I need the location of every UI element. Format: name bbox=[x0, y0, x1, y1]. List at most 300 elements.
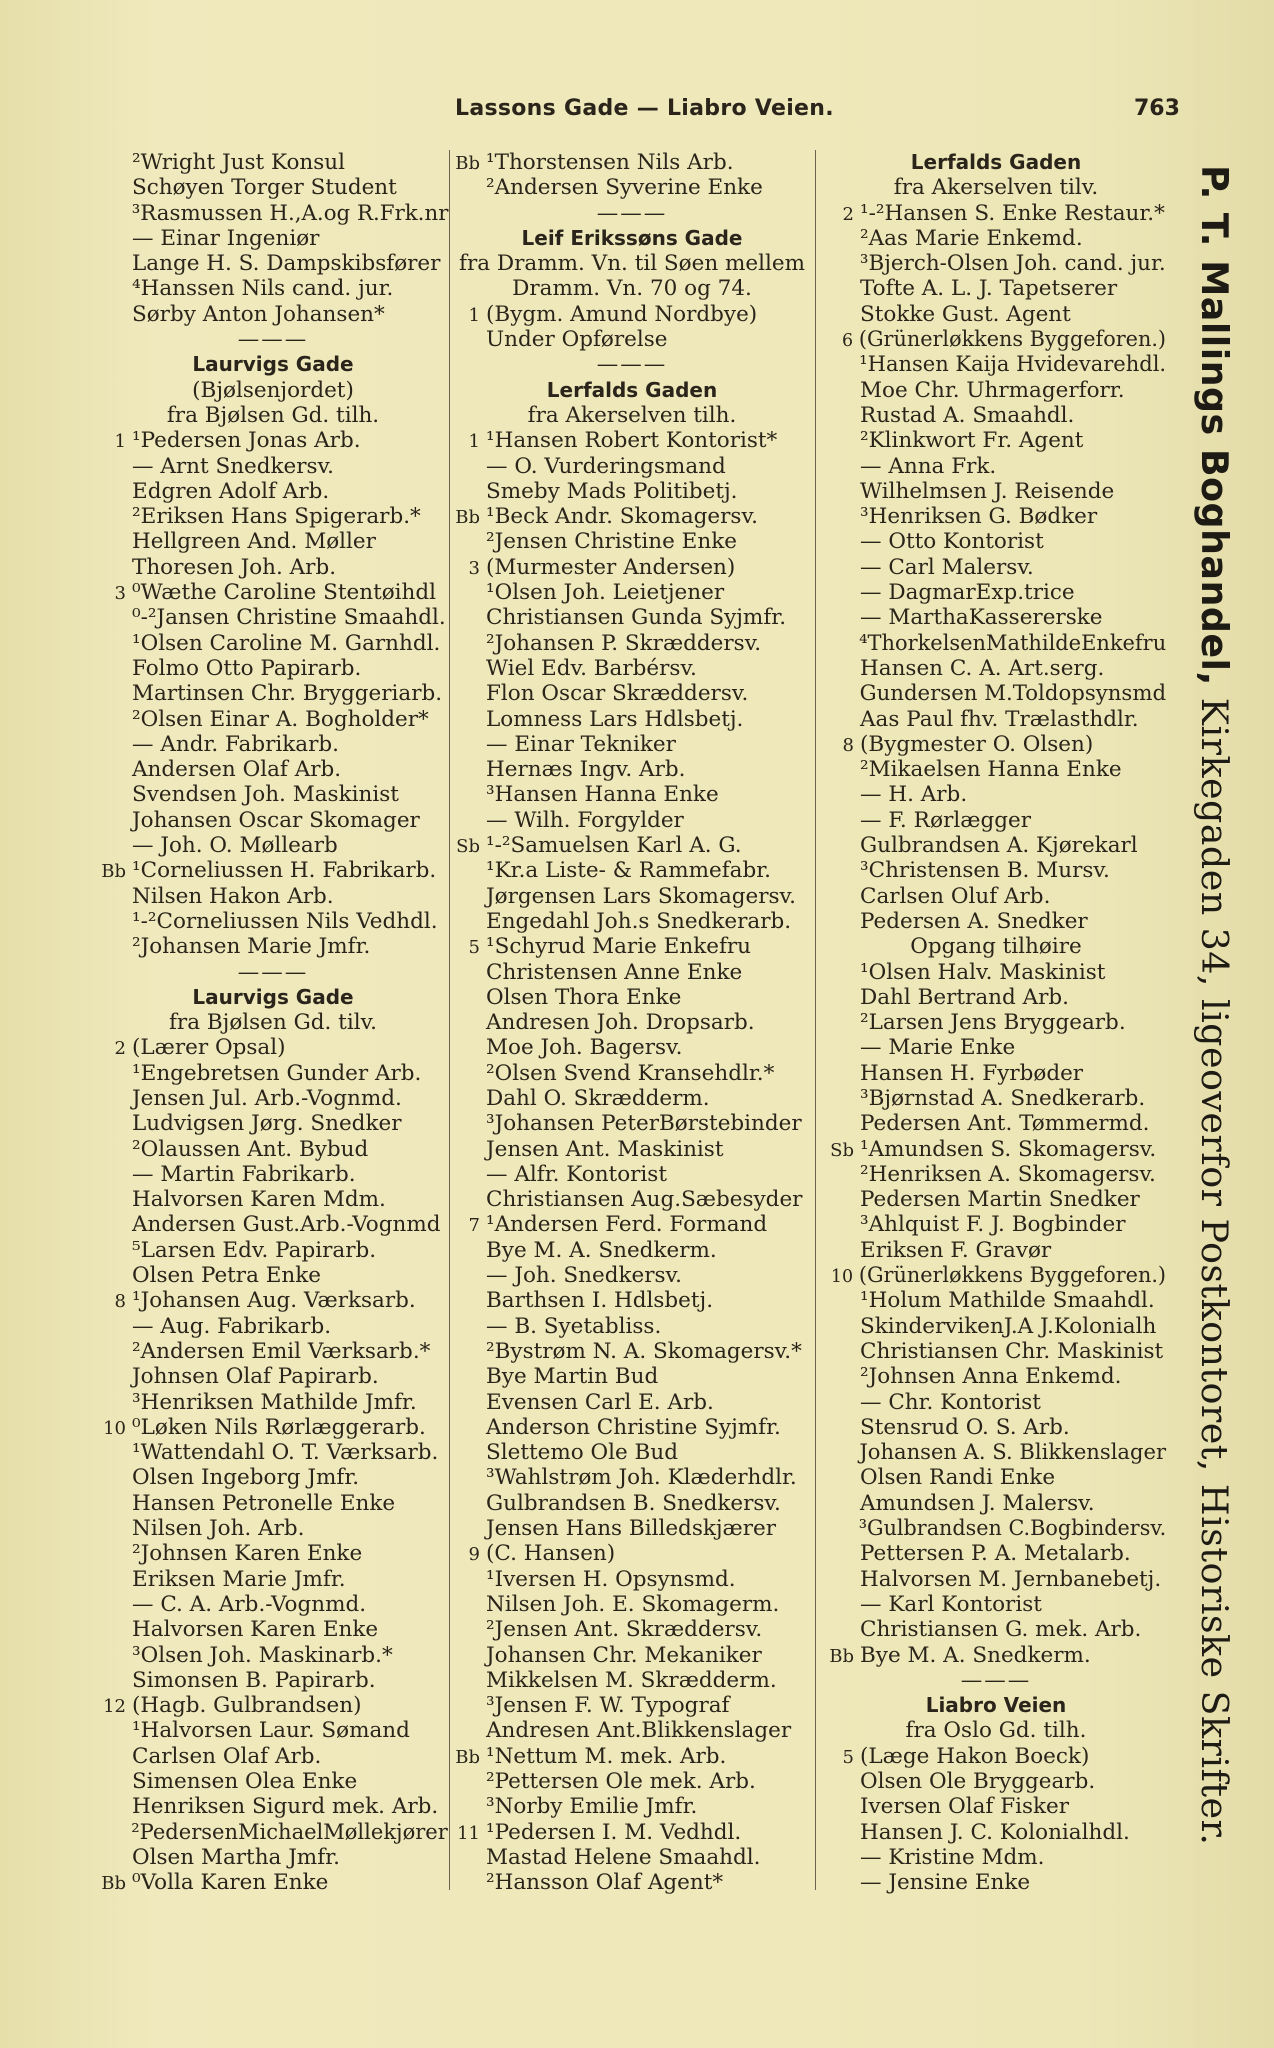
entry-text: Folmo Otto Papirarb. bbox=[132, 655, 362, 681]
directory-entry bbox=[98, 1718, 448, 1743]
section-separator: ——— bbox=[960, 1667, 1032, 1693]
entry-text: ³Olsen Joh. Maskinarb.* bbox=[132, 1642, 393, 1668]
entry-text: Johansen Chr. Mekaniker bbox=[486, 1642, 762, 1668]
entry-text: Olsen Thora Enke bbox=[486, 984, 682, 1010]
directory-entry bbox=[826, 1314, 1166, 1339]
directory-entry bbox=[826, 707, 1166, 732]
entry-text: Jensen Hans Billedskjærer bbox=[486, 1516, 777, 1542]
directory-entry bbox=[98, 1440, 448, 1465]
street-subheading: fra Akerselven tilh. bbox=[527, 402, 737, 428]
directory-entry bbox=[98, 1465, 448, 1490]
directory-entry bbox=[452, 1769, 812, 1794]
column-divider bbox=[815, 150, 816, 1890]
directory-entry bbox=[826, 327, 1167, 353]
directory-entry bbox=[452, 1162, 812, 1187]
entry-text: ²Andersen Emil Værksarb.* bbox=[132, 1338, 431, 1364]
directory-entry bbox=[98, 150, 448, 175]
directory-entry bbox=[452, 327, 812, 352]
entry-text: Bye M. A. Snedkerm. bbox=[486, 1237, 717, 1263]
directory-entry bbox=[826, 352, 1167, 378]
directory-entry bbox=[826, 1516, 1167, 1542]
entry-text: Anderson Christine Syjmfr. bbox=[486, 1414, 781, 1440]
directory-entry bbox=[826, 479, 1166, 504]
directory-entry bbox=[452, 808, 812, 833]
directory-entry bbox=[98, 428, 448, 453]
house-number: 1 bbox=[114, 431, 126, 453]
directory-entry bbox=[452, 1617, 812, 1642]
directory-entry bbox=[98, 1516, 448, 1541]
directory-entry bbox=[98, 707, 448, 732]
entry-text: ⁰-²Jansen Christine Smaahdl. bbox=[132, 605, 446, 631]
directory-entry bbox=[826, 732, 1166, 757]
entry-text: ³Henriksen Mathilde Jmfr. bbox=[132, 1389, 417, 1415]
directory-entry bbox=[452, 504, 812, 529]
entry-text: — Aug. Fabrikarb. bbox=[132, 1313, 332, 1339]
entry-text: Eriksen Marie Jmfr. bbox=[132, 1566, 346, 1592]
directory-entry bbox=[98, 1364, 448, 1389]
directory-entry bbox=[98, 251, 448, 276]
directory-entry bbox=[826, 1137, 1166, 1162]
directory-entry bbox=[826, 1390, 1166, 1415]
side-advertisement-name: P. T. Mallings Boghandel, bbox=[1193, 165, 1235, 686]
entry-text: ¹Thorstensen Nils Arb. bbox=[486, 150, 734, 175]
directory-entry bbox=[826, 1238, 1166, 1263]
entry-text: Sørby Anton Johansen* bbox=[132, 301, 385, 327]
directory-entry bbox=[452, 479, 812, 504]
entry-text: Flon Oscar Skræddersv. bbox=[486, 681, 749, 707]
directory-entry bbox=[826, 1212, 1166, 1237]
entry-text: Ludvigsen Jørg. Snedker bbox=[132, 1111, 402, 1137]
entry-text: — Kristine Mdm. bbox=[860, 1844, 1045, 1870]
entry-text: ¹Pedersen Jonas Arb. bbox=[132, 428, 361, 454]
directory-entry bbox=[826, 1086, 1166, 1111]
entry-text: (Grünerløkkens Byggeforen.) bbox=[858, 327, 1167, 353]
directory-entry bbox=[826, 630, 1167, 656]
directory-entry bbox=[826, 504, 1166, 529]
directory-entry bbox=[452, 707, 812, 732]
directory-entry bbox=[98, 200, 449, 226]
entry-text: ¹Kr.a Liste- & Rammefabr. bbox=[486, 858, 771, 884]
entry-text: Under Opførelse bbox=[486, 327, 668, 353]
directory-entry bbox=[98, 1339, 448, 1364]
house-number: 8 bbox=[842, 734, 854, 756]
entry-text: Aas Paul fhv. Trælasthdlr. bbox=[860, 706, 1139, 732]
directory-entry bbox=[98, 1288, 448, 1313]
entry-text: — H. Arb. bbox=[860, 782, 968, 808]
street-subheading: fra Oslo Gd. tilh. bbox=[905, 1718, 1087, 1744]
directory-entry bbox=[452, 656, 812, 681]
entry-text: Edgren Adolf Arb. bbox=[132, 478, 330, 504]
street-heading: Leif Erikssøns Gade bbox=[521, 225, 743, 250]
entry-text: Nilsen Joh. Arb. bbox=[132, 1516, 305, 1542]
directory-entry bbox=[98, 1415, 448, 1440]
directory-entry bbox=[452, 454, 812, 479]
house-number: Bb bbox=[101, 1873, 126, 1895]
directory-entry bbox=[452, 1820, 812, 1845]
entry-text: ²Larsen Jens Bryggearb. bbox=[860, 1010, 1126, 1036]
directory-entry bbox=[452, 1870, 812, 1895]
entry-text: ³Wahlstrøm Joh. Klæderhdlr. bbox=[486, 1465, 797, 1491]
entry-text: ²Andersen Syverine Enke bbox=[486, 175, 763, 201]
entry-text: Olsen Randi Enke bbox=[860, 1465, 1056, 1491]
entry-text: — Einar Ingeniør bbox=[132, 225, 320, 251]
entry-text: Andersen Olaf Arb. bbox=[132, 757, 342, 783]
house-number: 9 bbox=[468, 1544, 480, 1566]
section-separator: ——— bbox=[596, 352, 668, 378]
directory-entry bbox=[98, 1162, 448, 1187]
entry-text: Lomness Lars Hdlsbetj. bbox=[486, 706, 744, 732]
directory-entry bbox=[826, 529, 1166, 554]
entry-text: Dahl O. Skrædderm. bbox=[486, 1085, 710, 1111]
directory-entry bbox=[98, 529, 448, 554]
directory-entry bbox=[826, 302, 1166, 327]
directory-entry bbox=[826, 884, 1166, 909]
entry-text: ²Wright Just Konsul bbox=[132, 150, 345, 175]
directory-entry bbox=[826, 1339, 1166, 1364]
directory-entry bbox=[452, 960, 812, 985]
entry-text: Simensen Olea Enke bbox=[132, 1769, 358, 1794]
directory-entry bbox=[98, 175, 448, 200]
column-2 bbox=[452, 150, 812, 1895]
entry-text: Johnsen Olaf Papirarb. bbox=[132, 1364, 379, 1390]
entry-text: Olsen Martha Jmfr. bbox=[132, 1844, 340, 1870]
directory-entry bbox=[98, 1061, 448, 1086]
directory-entry bbox=[826, 1111, 1166, 1136]
entry-text: Johansen Oscar Skomager bbox=[132, 807, 420, 833]
entry-text: Svendsen Joh. Maskinist bbox=[132, 782, 399, 808]
directory-entry bbox=[98, 1794, 448, 1819]
entry-text: Jensen Jul. Arb.-Vognmd. bbox=[132, 1085, 402, 1111]
directory-entry bbox=[826, 1845, 1166, 1870]
house-number: 10 bbox=[103, 1417, 126, 1439]
entry-text: — Carl Malersv. bbox=[860, 554, 1034, 580]
entry-text: ¹Halvorsen Laur. Sømand bbox=[132, 1718, 410, 1744]
directory-entry bbox=[452, 1643, 812, 1668]
directory-entry bbox=[826, 1592, 1166, 1617]
directory-entry bbox=[452, 175, 812, 200]
entry-text: ²Klinkwort Fr. Agent bbox=[860, 428, 1084, 454]
house-number: Bb bbox=[101, 861, 126, 883]
directory-entry bbox=[452, 302, 812, 327]
entry-text: ²Johansen P. Skræddersv. bbox=[486, 630, 762, 656]
entry-text: Andersen Gust.Arb.-Vognmd bbox=[132, 1212, 441, 1238]
directory-entry bbox=[452, 580, 812, 605]
street-heading: Liabro Veien bbox=[925, 1693, 1067, 1718]
entry-text: Slettemo Ole Bud bbox=[486, 1440, 678, 1466]
directory-entry bbox=[826, 808, 1166, 833]
directory-entry bbox=[826, 605, 1166, 630]
entry-text: ²Eriksen Hans Spigerarb.* bbox=[132, 504, 421, 530]
directory-entry bbox=[98, 934, 448, 959]
entry-text: Gundersen M.Toldopsynsmd bbox=[859, 681, 1167, 707]
entry-text: ¹Olsen Halv. Maskinist bbox=[860, 959, 1106, 985]
entry-text: Andresen Joh. Dropsarb. bbox=[486, 1010, 755, 1036]
entry-text: (Bygm. Amund Nordbye) bbox=[486, 301, 758, 327]
directory-entry bbox=[452, 1035, 812, 1060]
directory-entry bbox=[452, 1187, 812, 1212]
street-subheading: fra Bjølsen Gd. tilh. bbox=[166, 402, 380, 428]
directory-entry bbox=[826, 1035, 1166, 1060]
directory-entry bbox=[452, 1516, 812, 1541]
entry-text: Olsen Ingeborg Jmfr. bbox=[132, 1465, 360, 1491]
entry-text: — Joh. O. Møllearb bbox=[132, 833, 338, 859]
house-number: 5 bbox=[842, 1746, 854, 1768]
directory-entry bbox=[452, 1238, 812, 1263]
directory-entry bbox=[452, 732, 812, 757]
directory-entry bbox=[452, 1592, 812, 1617]
entry-text: ²Jensen Christine Enke bbox=[486, 529, 737, 555]
directory-entry bbox=[452, 1668, 812, 1693]
entry-text: Pedersen Ant. Tømmermd. bbox=[860, 1111, 1150, 1137]
entry-text: — DagmarExp.trice bbox=[860, 580, 1075, 606]
directory-entry bbox=[98, 1314, 448, 1339]
entry-text: ¹Johansen Aug. Værksarb. bbox=[132, 1288, 416, 1314]
entry-text: ²Olaussen Ant. Bybud bbox=[132, 1136, 369, 1162]
entry-text: ³Johansen PeterBørstebinder bbox=[486, 1111, 802, 1137]
directory-entry bbox=[452, 428, 812, 453]
entry-text: ¹Olsen Joh. Leietjener bbox=[486, 580, 725, 606]
entry-text: ³Hansen Hanna Enke bbox=[486, 782, 719, 808]
house-number: 2 bbox=[842, 203, 854, 225]
entry-text: Gulbrandsen B. Snedkersv. bbox=[486, 1490, 781, 1516]
column-3 bbox=[826, 150, 1166, 1895]
entry-text: Jørgensen Lars Skomagersv. bbox=[486, 883, 796, 909]
house-number: 7 bbox=[468, 1215, 480, 1237]
entry-text: Henriksen Sigurd mek. Arb. bbox=[132, 1794, 439, 1820]
directory-entry bbox=[98, 1819, 448, 1845]
directory-entry bbox=[452, 833, 812, 858]
directory-entry bbox=[452, 1288, 812, 1313]
directory-entry bbox=[826, 1187, 1166, 1212]
directory-entry bbox=[452, 1465, 812, 1490]
entry-text: Johansen A. S. Blikkenslager bbox=[859, 1440, 1167, 1466]
entry-text: ³Ahlquist F. J. Bogbinder bbox=[860, 1212, 1126, 1238]
directory-entry bbox=[452, 782, 812, 807]
entry-text: SkindervikenJ.A J.Kolonialh bbox=[860, 1313, 1157, 1339]
entry-text: — B. Syetabliss. bbox=[486, 1313, 662, 1339]
entry-text: Stensrud O. S. Arb. bbox=[860, 1414, 1070, 1440]
directory-entry bbox=[826, 276, 1166, 301]
directory-entry bbox=[826, 1263, 1167, 1289]
entry-text: Jensen Ant. Maskinist bbox=[486, 1136, 724, 1162]
directory-entry bbox=[452, 681, 812, 706]
directory-entry bbox=[826, 757, 1166, 782]
directory-entry bbox=[98, 1643, 448, 1668]
directory-entry bbox=[98, 1238, 448, 1263]
entry-text: Nilsen Joh. E. Skomagerm. bbox=[486, 1591, 780, 1617]
street-subheading: fra Akerselven tilv. bbox=[893, 175, 1099, 201]
entry-text: ⁰Volla Karen Enke bbox=[132, 1870, 329, 1896]
entry-text: — O. Vurderingsmand bbox=[486, 453, 726, 479]
directory-entry bbox=[98, 1212, 448, 1237]
entry-text: Iversen Olaf Fisker bbox=[860, 1794, 1070, 1820]
entry-text: — Jensine Enke bbox=[860, 1870, 1031, 1896]
entry-text: Wiel Edv. Barbérsv. bbox=[486, 655, 697, 681]
directory-entry bbox=[826, 985, 1166, 1010]
directory-entry bbox=[452, 1390, 812, 1415]
directory-entry bbox=[98, 1870, 448, 1895]
directory-entry bbox=[826, 378, 1166, 403]
directory-entry bbox=[98, 1617, 448, 1642]
directory-entry bbox=[826, 1010, 1166, 1035]
street-heading: Laurvigs Gade bbox=[192, 984, 354, 1009]
house-number: 3 bbox=[114, 583, 126, 605]
entry-text: Stokke Gust. Agent bbox=[860, 301, 1071, 327]
entry-text: ³Bjerch-Olsen Joh. cand. jur. bbox=[859, 251, 1166, 277]
house-number: 5 bbox=[468, 937, 480, 959]
entry-text: Christiansen Aug.Sæbesyder bbox=[486, 1187, 803, 1213]
entry-text: Simonsen B. Papirarb. bbox=[132, 1667, 376, 1693]
entry-text: Smeby Mads Politibetj. bbox=[486, 478, 738, 504]
directory-entry bbox=[826, 960, 1166, 985]
column-divider bbox=[449, 150, 450, 1890]
entry-text: ¹Beck Andr. Skomagersv. bbox=[486, 504, 758, 530]
house-number: 8 bbox=[114, 1291, 126, 1313]
directory-entry bbox=[452, 1010, 812, 1035]
entry-text: Bye Martin Bud bbox=[486, 1364, 659, 1390]
entry-text: ¹Olsen Caroline M. Garnhdl. bbox=[132, 630, 441, 656]
directory-entry bbox=[98, 1744, 448, 1769]
directory-entry bbox=[826, 1567, 1166, 1592]
entry-text: ²Aas Marie Enkemd. bbox=[860, 225, 1083, 251]
entry-text: ²Olsen Einar A. Bogholder* bbox=[132, 706, 429, 732]
street-heading: Lerfalds Gaden bbox=[910, 150, 1082, 174]
directory-entry bbox=[98, 580, 448, 605]
directory-entry bbox=[98, 782, 448, 807]
entry-text: ¹Hansen Robert Kontorist* bbox=[486, 428, 778, 454]
directory-entry bbox=[98, 1491, 448, 1516]
directory-entry bbox=[98, 1845, 448, 1870]
entry-text: Tofte A. L. J. Tapetserer bbox=[860, 276, 1118, 302]
entry-text: ²Hansson Olaf Agent* bbox=[486, 1870, 724, 1896]
entry-text: Lange H. S. Dampskibsfører bbox=[132, 251, 441, 277]
entry-text: Halvorsen Karen Enke bbox=[132, 1617, 379, 1643]
directory-entry bbox=[452, 858, 812, 883]
directory-entry bbox=[826, 909, 1166, 934]
house-number: Bb bbox=[829, 1645, 854, 1667]
directory-entry bbox=[98, 1263, 448, 1288]
street-heading: Lerfalds Gaden bbox=[546, 377, 718, 402]
street-subheading: fra Dramm. Vn. til Søen mellem bbox=[459, 251, 805, 277]
directory-entry bbox=[826, 454, 1166, 479]
entry-text: ³Christensen B. Mursv. bbox=[860, 858, 1110, 884]
entry-text: — MarthaKassererske bbox=[860, 605, 1103, 631]
entry-text: ¹Holum Mathilde Smaahdl. bbox=[860, 1288, 1155, 1314]
directory-entry bbox=[452, 884, 812, 909]
directory-entry bbox=[98, 1187, 448, 1212]
entry-text: Olsen Petra Enke bbox=[132, 1263, 322, 1289]
entry-text: ¹Iversen H. Opsynsmd. bbox=[486, 1566, 736, 1592]
entry-text: Dahl Bertrand Arb. bbox=[860, 984, 1069, 1010]
directory-entry bbox=[452, 985, 812, 1010]
directory-entry bbox=[452, 1567, 812, 1592]
entry-text: ¹Engebretsen Gunder Arb. bbox=[132, 1060, 422, 1086]
entry-text: Halvorsen M. Jernbanebetj. bbox=[860, 1566, 1162, 1592]
entry-text: ⁵Larsen Edv. Papirarb. bbox=[132, 1237, 377, 1263]
directory-entry bbox=[98, 858, 448, 883]
directory-entry bbox=[826, 681, 1167, 707]
street-heading: Laurvigs Gade bbox=[192, 352, 354, 377]
directory-entry bbox=[98, 1086, 448, 1111]
entry-text: — Alfr. Kontorist bbox=[486, 1161, 667, 1187]
directory-entry bbox=[98, 1592, 448, 1617]
directory-entry bbox=[826, 782, 1166, 807]
entry-text: ²Johnsen Karen Enke bbox=[132, 1541, 363, 1567]
directory-entry bbox=[452, 1061, 812, 1086]
directory-entry bbox=[826, 1364, 1166, 1389]
entry-text: Moe Joh. Bagersv. bbox=[486, 1035, 683, 1061]
directory-entry bbox=[826, 1162, 1166, 1187]
entry-text: Amundsen J. Malersv. bbox=[860, 1490, 1095, 1516]
entry-text: ²Johansen Marie Jmfr. bbox=[132, 934, 371, 960]
entry-text: (Murmester Andersen) bbox=[486, 554, 736, 580]
entry-text: — Einar Tekniker bbox=[486, 731, 676, 757]
entry-text: ⁴Hanssen Nils cand. jur. bbox=[132, 276, 394, 302]
entry-text: ²Bystrøm N. A. Skomagersv.* bbox=[486, 1338, 802, 1364]
entry-text: — Arnt Snedkersv. bbox=[132, 453, 335, 479]
directory-entry bbox=[452, 1440, 812, 1465]
entry-text: Moe Chr. Uhrmagerforr. bbox=[860, 377, 1125, 403]
entry-text: Engedahl Joh.s Snedkerarb. bbox=[486, 908, 792, 934]
running-head: Lassons Gade — Liabro Veien. bbox=[455, 96, 834, 121]
entry-text: — Otto Kontorist bbox=[860, 529, 1044, 555]
directory-entry bbox=[826, 555, 1166, 580]
house-number: Bb bbox=[455, 507, 480, 529]
directory-entry bbox=[826, 403, 1166, 428]
entry-text: (Læge Hakon Boeck) bbox=[860, 1743, 1090, 1769]
street-subheading: (Bjølsenjordet) bbox=[192, 377, 354, 403]
directory-entry bbox=[826, 226, 1166, 251]
directory-entry bbox=[98, 605, 448, 630]
entry-text: (Bygmester O. Olsen) bbox=[860, 731, 1094, 757]
entry-text: Hansen J. C. Kolonialhdl. bbox=[860, 1819, 1130, 1845]
directory-entry bbox=[452, 1744, 812, 1769]
entry-text: Rustad A. Smaahdl. bbox=[860, 402, 1075, 428]
entry-text: — Martin Fabrikarb. bbox=[132, 1161, 356, 1187]
directory-entry bbox=[826, 580, 1166, 605]
directory-entry bbox=[98, 555, 448, 580]
directory-entry bbox=[98, 681, 448, 706]
house-number: 2 bbox=[114, 1038, 126, 1060]
entry-text: Hansen C. A. Art.serg. bbox=[860, 655, 1105, 681]
directory-entry bbox=[98, 1541, 448, 1566]
house-number: 12 bbox=[103, 1696, 126, 1718]
entry-text: Olsen Ole Bryggearb. bbox=[860, 1769, 1096, 1794]
directory-entry bbox=[452, 1718, 812, 1743]
directory-entry bbox=[826, 1541, 1166, 1566]
house-number: Bb bbox=[455, 153, 480, 174]
entry-text: ¹-²Hansen S. Enke Restaur.* bbox=[860, 200, 1165, 226]
directory-entry bbox=[98, 732, 448, 757]
column-1 bbox=[98, 150, 448, 1895]
entry-text: ²Olsen Svend Kransehdlr.* bbox=[486, 1060, 775, 1086]
directory-entry bbox=[826, 1820, 1166, 1845]
entry-text: — Joh. Snedkersv. bbox=[486, 1263, 682, 1289]
entry-text: ²Henriksen A. Skomagersv. bbox=[860, 1161, 1156, 1187]
directory-entry bbox=[98, 226, 448, 251]
directory-entry bbox=[452, 1339, 812, 1364]
directory-entry bbox=[826, 1769, 1166, 1794]
house-number: Bb bbox=[455, 1746, 480, 1768]
directory-entry bbox=[452, 757, 812, 782]
section-separator: ——— bbox=[237, 327, 309, 353]
directory-entry bbox=[98, 631, 448, 656]
directory-entry bbox=[452, 1111, 812, 1136]
directory-entry bbox=[452, 1845, 812, 1870]
entry-text: Bye M. A. Snedkerm. bbox=[860, 1642, 1091, 1668]
directory-entry bbox=[98, 1137, 448, 1162]
directory-entry bbox=[826, 1744, 1166, 1769]
